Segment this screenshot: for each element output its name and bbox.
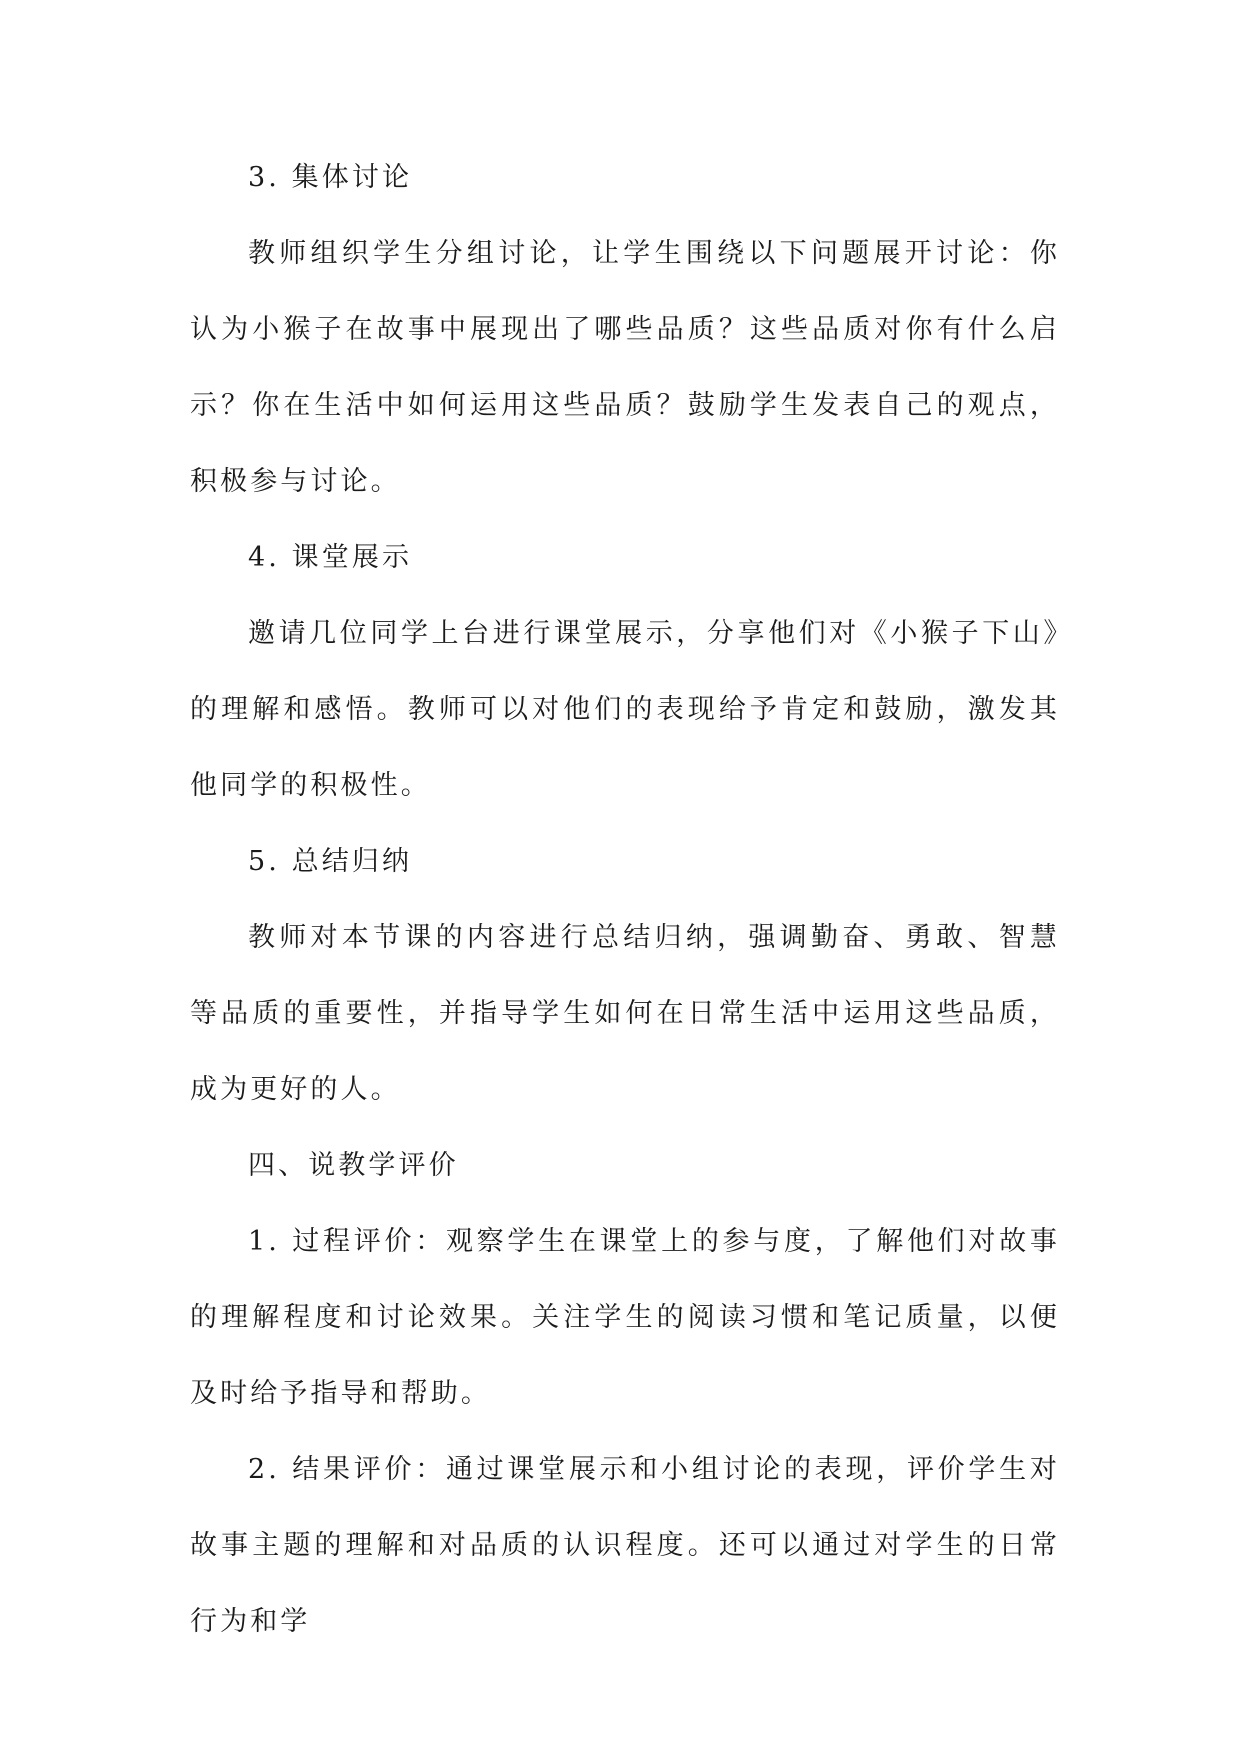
paragraph-process-evaluation: 1. 过程评价：观察学生在课堂上的参与度，了解他们对故事的理解程度和讨论效果。关注学生的阅读习惯和笔记质量，以便及时给予指导和帮助。 — [190, 1226, 1060, 1409]
section-heading-group-discussion: 3. 集体讨论 — [248, 162, 413, 193]
paragraph-group-discussion: 教师组织学生分组讨论，让学生围绕以下问题展开讨论：你认为小猴子在故事中展现出了哪些品质？这些品质对你有什么启示？你在生活中如何运用这些品质？鼓励学生发表自己的观点，积极参与讨论。 — [190, 238, 1060, 497]
paragraph-summary: 教师对本节课的内容进行总结归纳，强调勤奋、勇敢、智慧等品质的重要性，并指导学生如何在日常生活中运用这些品质，成为更好的人。 — [190, 922, 1060, 1105]
section-heading-summary: 5. 总结归纳 — [248, 846, 413, 877]
paragraph-class-presentation: 邀请几位同学上台进行课堂展示，分享他们对《小猴子下山》的理解和感悟。教师可以对他们的表现给予肯定和鼓励，激发其他同学的积极性。 — [190, 618, 1060, 801]
section-heading-class-presentation: 4. 课堂展示 — [248, 542, 413, 573]
section-heading-teaching-evaluation: 四、说教学评价 — [248, 1150, 459, 1181]
paragraph-result-evaluation: 2. 结果评价：通过课堂展示和小组讨论的表现，评价学生对故事主题的理解和对品质的认识程度。还可以通过对学生的日常行为和学 — [190, 1454, 1060, 1637]
document-body — [190, 140, 1060, 1660]
